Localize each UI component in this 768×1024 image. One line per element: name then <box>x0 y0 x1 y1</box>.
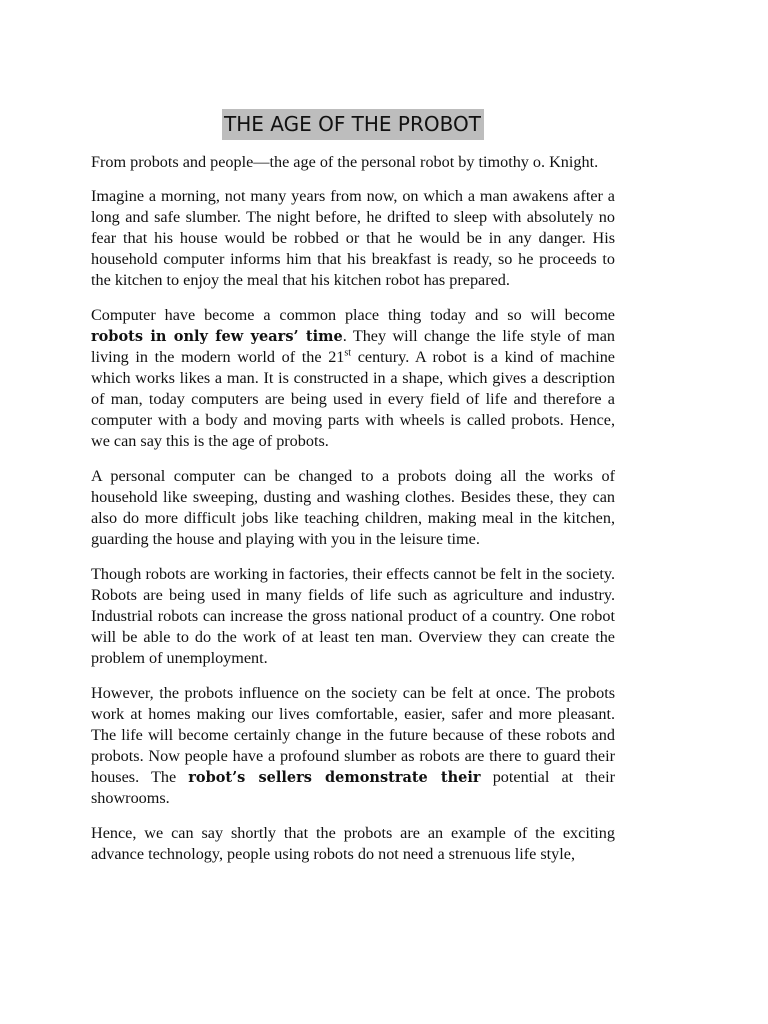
paragraph-influence-text-2: potential at their showrooms. <box>91 768 615 807</box>
superscript-st: st <box>344 347 352 359</box>
bold-phrase-robots-time: robots in only few years’ time <box>91 328 343 345</box>
paragraph-influence <box>91 683 615 809</box>
paragraph-computers-text-2: . They will change the life style of man living in the modern world of the 21 <box>91 327 615 366</box>
paragraph-computers <box>91 305 615 452</box>
paragraph-factories: Though robots are working in factories, their effects cannot be felt in the society. Robots are being used in many fields of life such as agriculture and industry. Industrial robots can increase the gross national product of a country. One robot will be able to do the work of at least ten man. Overview they can create the problem of unemployment. <box>91 565 615 667</box>
paragraph-personal-computer: A personal computer can be changed to a probots doing all the works of household like sweeping, dusting and washing clothes. Besides these, they can also do more difficult jobs like teaching children, making meal in the kitchen, guarding the house and playing with you in the leisure time. <box>91 467 615 548</box>
paragraph-imagine: Imagine a morning, not many years from now, on which a man awakens after a long and safe slumber. The night before, he drifted to sleep with absolutely no fear that his house would be robbed or that he would be in any danger. His household computer informs him that his breakfast is ready, so he proceeds to the kitchen to enjoy the meal that his kitchen robot has prepared. <box>91 187 615 289</box>
bold-phrase-sellers: robot’s sellers demonstrate their <box>188 769 481 786</box>
paragraph-computers-text-1: Computer have become a common place thing today and so will become <box>91 306 615 324</box>
document-body <box>91 152 615 879</box>
paragraph-influence-text-1: However, the probots influence on the society can be felt at once. The probots work at homes making our lives comfortable, easier, safer and more pleasant. The life will become certainly change in the future because of these robots and probots. Now people have a profound slumber as robots are there to guard their houses. The <box>91 684 615 786</box>
title-container <box>222 109 484 140</box>
page-title: THE AGE OF THE PROBOT <box>222 109 484 140</box>
paragraph-conclusion: Hence, we can say shortly that the probots are an example of the exciting advance technology, people using robots do not need a strenuous life style, <box>91 824 615 863</box>
paragraph-source: From probots and people—the age of the personal robot by timothy o. Knight. <box>91 153 599 171</box>
paragraph-computers-text-3: century. A robot is a kind of machine which works likes a man. It is constructed in a shape, which gives a description of man, today computers are being used in every field of life and therefore a computer with a body and moving parts with wheels is called probots. Hence, we can say this is the age of probots. <box>91 348 615 450</box>
